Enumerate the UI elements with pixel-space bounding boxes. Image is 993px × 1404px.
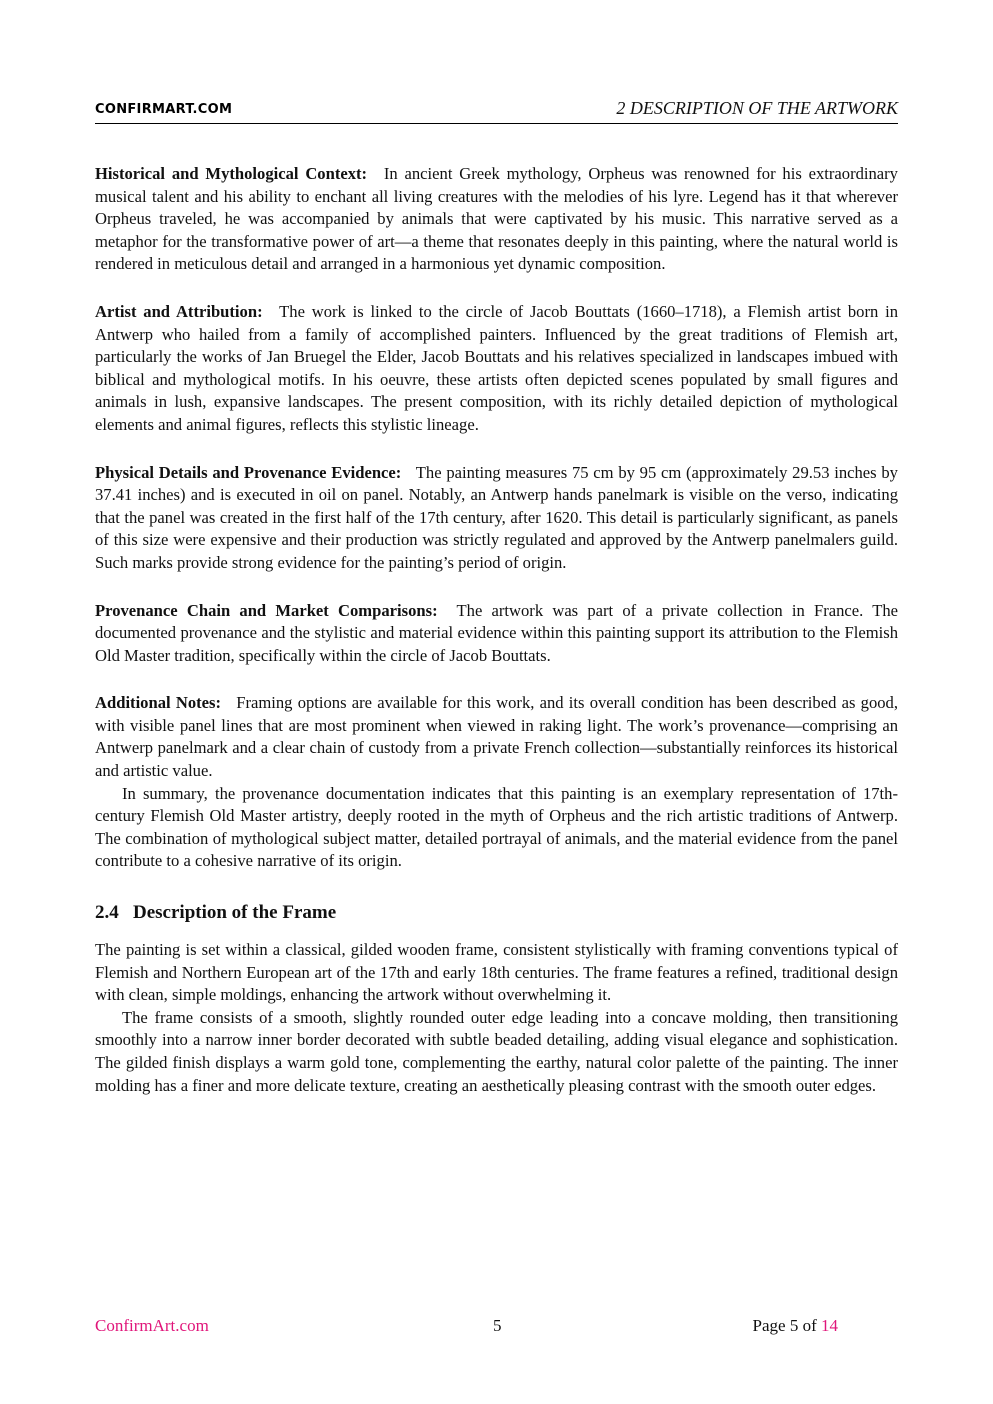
paragraph-text: The painting measures 75 cm by 95 cm (approximately 29.53 inches by 37.41 inches) and is executed in oil on panel. Notably, an Antwerp hands panelmark is visible on the verso, indicating that the panel was created in the first half of the 17th century, after 1620. This detail is particularly significant, as panels of this size were expensive and their production was strictly regulated and approved by the Antwerp panelmalers guild. Such marks provide strong evidence for the painting’s period of origin. (95, 462, 898, 572)
paragraph-artist-attribution (95, 301, 898, 437)
page-header (95, 97, 898, 124)
paragraph-lead: Historical and Mythological Context: (95, 164, 368, 183)
paragraph-physical-details (95, 462, 898, 575)
paragraph-lead: Additional Notes: (95, 693, 221, 713)
paragraph-frame-detail: The frame consists of a smooth, slightly rounded outer edge leading into a concave molding, then transitioning smoothly into a narrow inner border decorated with subtle beaded detailing, adding visual elegance and sophistication. The gilded finish displays a warm gold tone, complementing the earthy, natural color palette of the painting. The inner molding has a finer and more delicate texture, creating an aesthetically pleasing contrast with the smooth outer edges. (95, 1007, 898, 1095)
paragraph-lead: Provenance Chain and Market Comparisons: (95, 600, 438, 620)
paragraph-lead: Physical Details and Provenance Evidence: (95, 462, 402, 482)
footer-page-count (753, 1316, 838, 1336)
paragraph-additional-notes (95, 692, 898, 782)
paragraph-text: The artwork was part of a private collection in France. The documented provenance and the stylistic and material evidence within this painting support its attribution to the Flemish Old Master tradition, specifically within the circle of Jacob Bouttats. (95, 600, 898, 665)
section-number: 2.4 (95, 902, 119, 924)
paragraph-frame-intro: The painting is set within a classical, gilded wooden frame, consistent stylistically with framing conventions typical of Flemish and Northern European art of the 17th and early 18th centuries. The frame features a refined, traditional design with clean, simple moldings, enhancing the artwork without overwhelming it. (95, 940, 898, 1005)
page-footer (95, 1316, 838, 1338)
paragraph-lead: Artist and Attribution: (95, 301, 263, 321)
paragraph-text: The work is linked to the circle of Jacob Bouttats (1660–1718), a Flemish artist born in Antwerp who hailed from a family of accomplished painters. Influenced by the great traditions of Flemish art, particularly the works of Jan Bruegel the Elder, Jacob Bouttats and his relatives specialized in landscapes imbued with biblical and mythological motifs. In his oeuvre, these artists often depicted scenes populated by small figures and animals in lush, expansive landscapes. The present composition, with its richly detailed depiction of mythological elements and animal figures, reflects this stylistic lineage. (95, 301, 898, 434)
paragraph-provenance-chain (95, 600, 898, 668)
running-head: 2 DESCRIPTION OF THE ARTWORK (616, 98, 898, 118)
confirmart-logo: CONFIRMART.COM (95, 102, 233, 117)
page-content (95, 163, 898, 1097)
page-count-total[interactable]: 14 (821, 1316, 838, 1335)
paragraph-text: In ancient Greek mythology, Orpheus was renowned for his extraordinary musical talent and his ability to enchant all living creatures with the melodies of his lyre. Legend has it that wherever Orpheus traveled, he was accompanied by animals that were captivated by his music. This narrative served as a metaphor for the transformative power of art—a theme that resonates deeply in this painting, where the natural world is rendered in meticulous detail and arranged in a harmonious yet dynamic composition. (95, 164, 898, 274)
footer-site-link[interactable]: ConfirmArt.com (95, 1316, 209, 1335)
section-heading-frame (95, 901, 898, 925)
paragraph-summary: In summary, the provenance documentation indicates that this painting is an exemplary representation of 17th-century Flemish Old Master artistry, deeply rooted in the myth of Orpheus and the rich artistic traditions of Antwerp. The combination of mythological subject matter, detailed portrayal of animals, and the material evidence from the panel contribute to a cohesive narrative of its origin. (95, 783, 898, 871)
section-title: Description of the Frame (133, 902, 337, 924)
paragraph-text: Framing options are available for this work, and its overall condition has been described as good, with visible panel lines that are most prominent when viewed in raking light. The work’s provenance—comprising an Antwerp panelmark and a clear chain of custody from a private French collection—substantially reinforces its historical and artistic value. (95, 693, 898, 781)
page-count-prefix: Page 5 of (752, 1316, 817, 1335)
footer-page-number: 5 (493, 1316, 502, 1335)
paragraph-historical-context (95, 163, 898, 276)
